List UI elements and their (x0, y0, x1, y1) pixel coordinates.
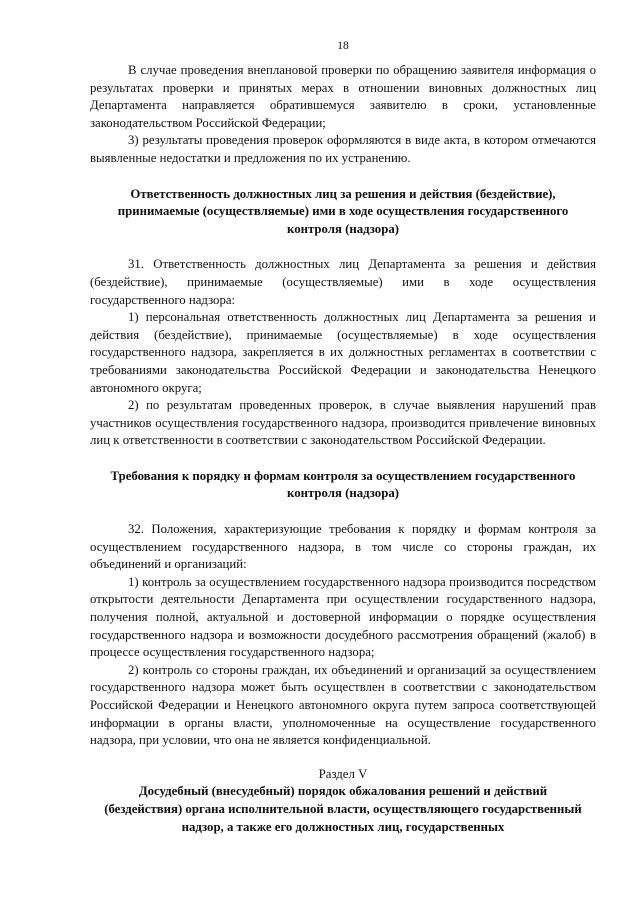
paragraph-item-31-1: 1) персональная ответственность должностных лиц Департамента за решения и действия (бездействие), принимаемые (осуществляемые) в ходе осуществления государственного надзора, закрепляется в их должностных регламентах в соответствии с требованиями законодательства Российской Федерации и законодательства Ненецкого автономного округа; (90, 310, 596, 395)
section-heading-pretrial-appeal: Досудебный (внесудебный) порядок обжалования решений и действий (бездействия) органа исполнительной власти, осуществляющего государственный надзор, а также его должностных лиц, государственных (104, 784, 582, 834)
section-heading-officials-responsibility: Ответственность должностных лиц за решения и действия (бездействие), принимаемые (осуществляемые) ими в ходе осуществления государственного контроля (надзора) (117, 186, 569, 236)
paragraph-item-32-2: 2) контроль со стороны граждан, их объединений и организаций за осуществлением государственного надзора может быть осуществлен в соответствии с законодательством Российской Федерации и Ненецкого автономного округа путем запроса соответствующей информации в органы власти, уполномоченные на осуществление государственного надзора, при условии, что она не является конфиденциальной. (90, 662, 596, 748)
page-number: 18 (337, 40, 349, 52)
paragraph-unscheduled-inspection-result: В случае проведения внеплановой проверки по обращению заявителя информация о результатах проверки и принятых мерах в отношении виновных должностных лиц Департамента направляется обратившемуся заявителю в сроки, установленные законодательством Российской Федерации; (90, 63, 596, 130)
paragraph-item-31: 31. Ответственность должностных лиц Департамента за решения и действия (бездействие), принимаемые (осуществляемые) ими в ходе осуществления государственного надзора: (90, 257, 596, 307)
paragraph-inspection-act: 3) результаты проведения проверок оформляются в виде акта, в котором отмечаются выявленные недостатки и предложения по их устранению. (90, 133, 596, 165)
section-number-label: Раздел V (318, 766, 368, 781)
paragraph-item-32: 32. Положения, характеризующие требования к порядку и формам контроля за осуществлением государственного надзора, в том числе со стороны граждан, их объединений и организаций: (90, 522, 596, 572)
document-body (90, 62, 596, 836)
paragraph-item-32-1: 1) контроль за осуществлением государственного надзора производится посредством открытости деятельности Департамента при осуществлении государственного надзора, получения полной, актуальной и достоверной информации о порядке осуществления государственного надзора и возможности досудебного рассмотрения обращений (жалоб) в процессе осуществления государственного надзора; (90, 574, 596, 660)
section-heading-control-requirements: Требования к порядку и формам контроля за осуществлением государственного контроля (надзора) (110, 468, 576, 501)
paragraph-item-31-2: 2) по результатам проведенных проверок, в случае выявления нарушений прав участников осуществления государственного надзора, производится привлечение виновных лиц к ответственности в соответствии с законодательством Российской Федерации. (90, 398, 596, 448)
